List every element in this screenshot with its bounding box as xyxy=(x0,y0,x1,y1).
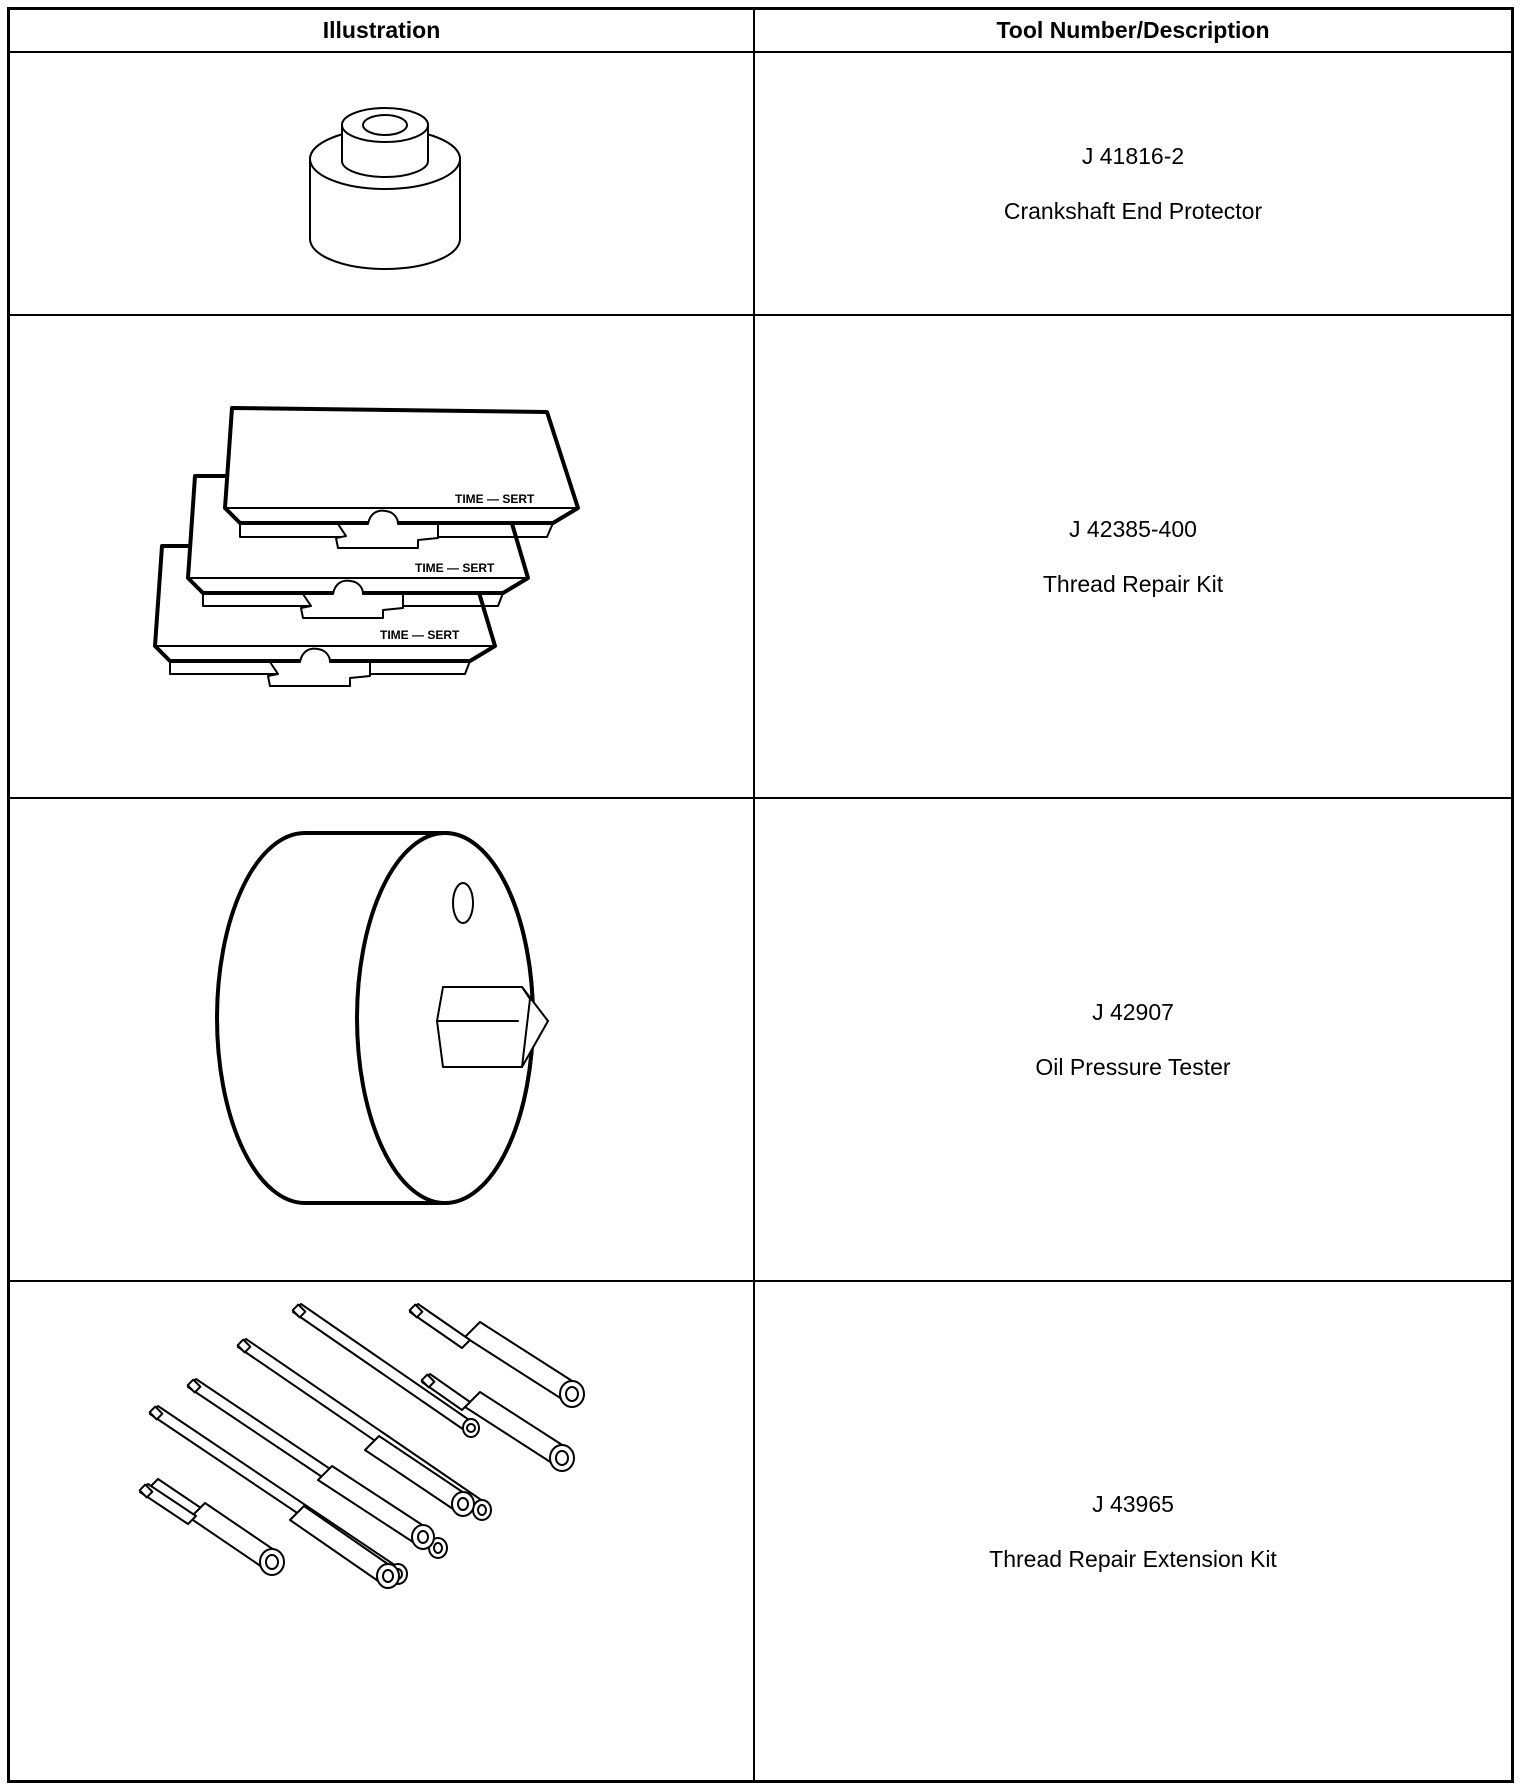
table-row xyxy=(10,53,1511,316)
tool-description-cell xyxy=(755,53,1511,314)
box-label-middle: TIME — SERT xyxy=(415,561,495,575)
box-label-top: TIME — SERT xyxy=(455,492,535,506)
tool-description-cell xyxy=(755,799,1511,1280)
table-row xyxy=(10,316,1511,799)
tool-number: J 43965 xyxy=(1092,1490,1174,1517)
tool-number: J 41816-2 xyxy=(1081,143,1185,169)
box-label-bottom: TIME — SERT xyxy=(380,628,460,642)
tool-description-cell xyxy=(755,316,1511,797)
table-row xyxy=(10,1282,1511,1780)
tool-description: Thread Repair Extension Kit xyxy=(989,1545,1277,1572)
tool-description: Oil Pressure Tester xyxy=(1035,1054,1231,1080)
header-illustration: Illustration xyxy=(322,17,441,43)
tool-description: Crankshaft End Protector xyxy=(1003,198,1263,224)
tool-number: J 42385-400 xyxy=(1069,516,1197,542)
tool-number: J 42907 xyxy=(1092,999,1174,1025)
thread-repair-kit-illustration xyxy=(10,316,753,797)
crankshaft-end-protector-illustration xyxy=(10,53,753,314)
thread-repair-extension-kit-illustration xyxy=(10,1282,753,1780)
header-tool-number-description: Tool Number/Description xyxy=(996,17,1270,43)
table-header-row xyxy=(10,10,1511,53)
table-row xyxy=(10,799,1511,1282)
tool-table xyxy=(7,7,1514,1783)
tool-description-cell xyxy=(755,1282,1511,1780)
oil-pressure-tester-illustration xyxy=(10,799,753,1280)
tool-description: Thread Repair Kit xyxy=(1042,571,1224,597)
